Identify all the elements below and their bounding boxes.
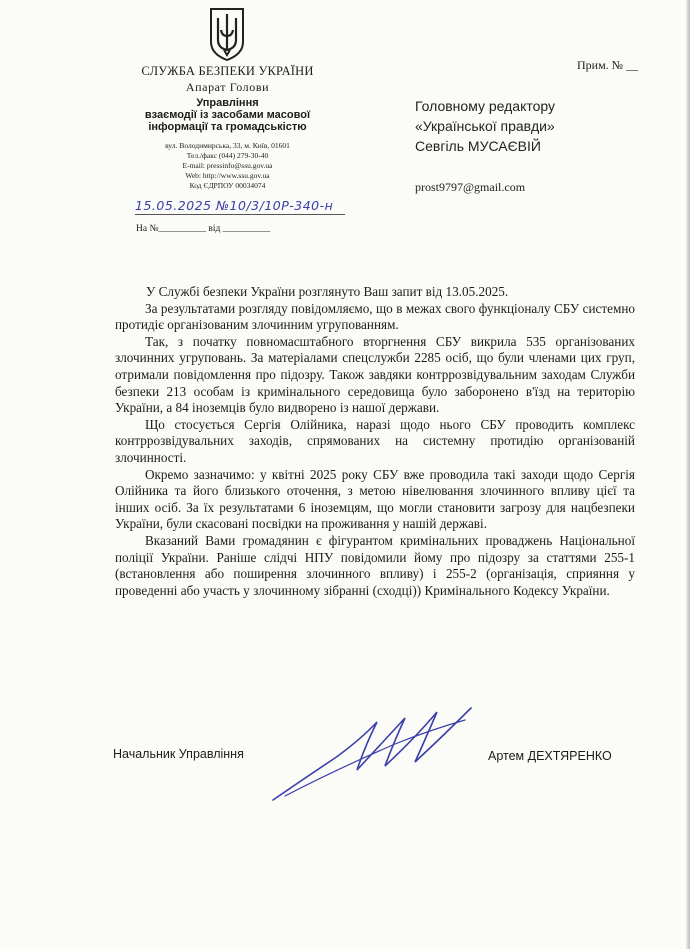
department-line: взаємодії із засобами масової [144, 109, 311, 121]
phone-fax: Тел./факс (044) 279-30-40 [186, 151, 269, 160]
recipient-line: Головному редактору [415, 98, 556, 114]
trident-emblem-icon [207, 6, 247, 62]
signatory-name: Артем ДЕХТЯРЕНКО [488, 749, 612, 763]
body-paragraph: Окремо зазначимо: у квітні 2025 року СБУ вже проводила такі заходи щодо Сергія Олійника та його близького оточення, з метою нівелювання злочинного впливу цієї та інших осіб. За їх результатами 6 іноземцям, що могли становити загрозу для нацбезпеки України, були скасовані посвідки на проживання у нашій державі. [115, 466, 635, 532]
org-name: СЛУЖБА БЕЗПЕКИ УКРАЇНИ [141, 64, 314, 78]
reference-underline [135, 214, 345, 215]
recipient-block [415, 96, 555, 156]
body-paragraph: За результатами розгляду повідомляємо, що в межах свого функціоналу СБУ системно протидіє організованим злочинним угрупованням. [115, 300, 635, 333]
sender-header [120, 64, 335, 191]
contact-block [120, 141, 335, 191]
department-line: Управління [196, 97, 259, 109]
recipient-line: «Української правди» [415, 118, 555, 134]
incoming-reference: На №__________ від __________ [136, 224, 271, 234]
handwritten-signature-icon [265, 700, 485, 810]
copy-number: Прим. № __ [577, 58, 639, 72]
outgoing-reference: 15.05.2025 №10/3/10Р-340-н [135, 198, 334, 213]
department-name [120, 97, 335, 133]
recipient-email: prost9797@gmail.com [415, 180, 526, 194]
recipient-line: Севгіль МУСАЄВІЙ [415, 138, 541, 154]
page-edge-shadow [686, 0, 690, 949]
edrpou-code: Код ЄДРПОУ 00034074 [189, 181, 266, 190]
body-paragraph: Так, з початку повномасштабного вторгнення СБУ викрила 535 організованих злочинних угруповань. За матеріалами спецслужби 2285 осіб, що були членами цих груп, отримали повідомлення про підозру. Також завдяки контррозвідувальним заходам Служби безпеки 213 особам із кримінального середовища було заборонено в'їзд на територію України, а 84 іноземців було видворено із нашої держави. [115, 333, 635, 416]
body-paragraph: Що стосується Сергія Олійника, наразі щодо нього СБУ проводить комплекс контррозвідувальних заходів, спрямованих на системну протидію організованій злочинності. [115, 416, 635, 465]
department-line: інформації та громадськістю [148, 121, 307, 133]
contact-email: E-mail: pressinfo@ssu.gov.ua [182, 161, 273, 170]
body-paragraph: Вказаний Вами громадянин є фігурантом кримінальних проваджень Національної поліції України. Раніше слідчі НПУ повідомили йому про підозру за статтями 255-1 (встановлення або поширення злочинного впливу) і 255-2 (організація, сприяння у проведенні або участь у злочинному зібранні (сходці)) Кримінального Кодексу України. [115, 532, 635, 598]
body-paragraph: У Службі безпеки України розглянуто Ваш запит від 13.05.2025. [146, 284, 509, 299]
address: вул. Володимирська, 33, м. Київ, 01601 [165, 141, 290, 150]
apparat-name: Апарат Голови [185, 80, 270, 94]
letter-body [115, 284, 635, 599]
contact-web: Web: http://www.ssu.gov.ua [185, 171, 270, 180]
signatory-title: Начальник Управління [113, 747, 244, 761]
